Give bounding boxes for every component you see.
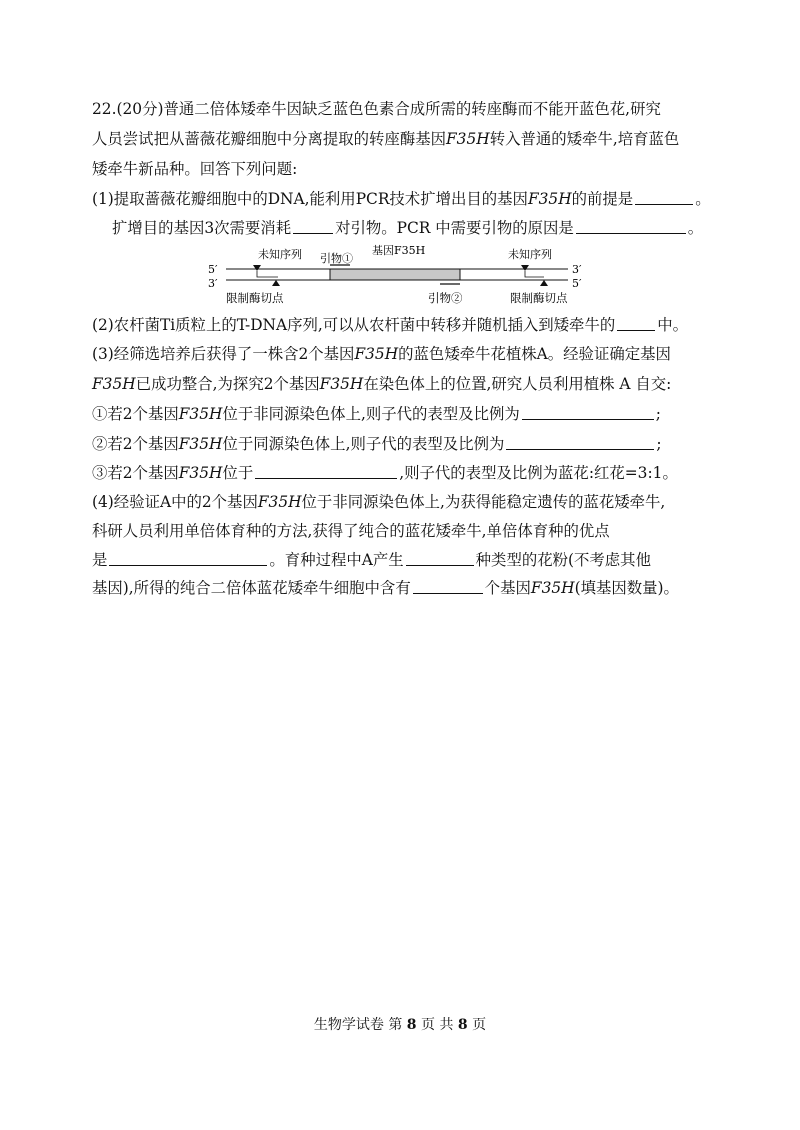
part-3-text: 已成功整合,为探究2个基因 xyxy=(135,375,320,393)
restriction-site-marker-bottom-right xyxy=(540,280,548,286)
question-22-intro-line-3 xyxy=(92,159,297,179)
part-4-text: 。育种过程中A产生 xyxy=(269,551,404,569)
three-prime-right: 3′ xyxy=(572,263,582,276)
case-text: ; xyxy=(656,435,662,453)
right-cut-path xyxy=(525,271,544,277)
answer-blank-9[interactable] xyxy=(406,550,474,566)
answer-blank-5[interactable] xyxy=(522,404,654,420)
case-3-line xyxy=(92,463,678,483)
gene-name: F35H xyxy=(178,405,223,423)
case-text: ②若2个基因 xyxy=(92,435,179,453)
three-prime-left: 3′ xyxy=(208,277,218,290)
footer-subject: 生物学试卷 xyxy=(313,1017,384,1033)
footer-text: 页 xyxy=(472,1017,487,1033)
part-1-text: 。 xyxy=(695,190,711,208)
part-4-line-3 xyxy=(92,550,651,570)
part-4-line-2 xyxy=(92,521,610,541)
answer-blank-3[interactable] xyxy=(576,218,686,234)
part-4-text: 基因),所得的纯合二倍体蓝花矮牵牛细胞中含有 xyxy=(92,579,411,597)
part-1-line-2 xyxy=(112,218,703,238)
gene-name: F35H xyxy=(178,464,223,482)
case-text: ③若2个基因 xyxy=(92,464,179,482)
gene-name: F35H xyxy=(530,579,575,597)
part-4-text: 是 xyxy=(92,551,108,569)
part-3-text: 在染色体上的位置,研究人员利用植株 A 自交: xyxy=(363,375,672,393)
answer-blank-1[interactable] xyxy=(635,189,693,205)
part-3-text: 的蓝色矮牵牛花植株A。经验证确定基因 xyxy=(398,345,671,363)
unknown-sequence-left-label: 未知序列 xyxy=(258,248,302,261)
part-2-text: 中。 xyxy=(657,316,689,334)
part-3-text: (3)经筛选培养后获得了一株含2个基因 xyxy=(92,345,355,363)
gene-name: F35H xyxy=(92,375,136,393)
question-22-intro-line-2 xyxy=(92,129,679,149)
question-22-intro-line-1 xyxy=(92,99,661,119)
intro-text: 转入普通的矮牵牛,培育蓝色 xyxy=(489,130,680,148)
gene-name: F35H xyxy=(354,345,399,363)
gene-name: F35H xyxy=(178,435,223,453)
part-2-text: (2)农杆菌Ti质粒上的T-DNA序列,可以从农杆菌中转移并随机插入到矮牵牛的 xyxy=(92,316,616,334)
page-footer xyxy=(0,1014,800,1034)
answer-blank-10[interactable] xyxy=(413,578,483,594)
restriction-site-marker-top-right xyxy=(521,265,529,271)
intro-text: 人员尝试把从蔷薇花瓣细胞中分离提取的转座酶基因 xyxy=(92,130,446,148)
unknown-sequence-right-label: 未知序列 xyxy=(508,248,552,261)
answer-blank-7[interactable] xyxy=(255,463,397,479)
part-4-text: 种类型的花粉(不考虑其他 xyxy=(475,551,651,569)
gene-f35h-segment xyxy=(330,269,460,280)
part-2-line xyxy=(92,315,688,335)
answer-blank-8[interactable] xyxy=(109,550,267,566)
restriction-site-left-label: 限制酶切点 xyxy=(226,291,284,305)
part-1-text: 对引物。PCR 中需要引物的原因是 xyxy=(335,219,574,237)
case-2-line xyxy=(92,434,662,454)
primer-2-label: 引物② xyxy=(428,291,463,305)
footer-text: 第 xyxy=(388,1017,403,1033)
intro-text: 22.(20分)普通二倍体矮牵牛因缺乏蓝色色素合成所需的转座酶而不能开蓝色花,研究 xyxy=(92,100,661,118)
five-prime-right: 5′ xyxy=(572,277,582,290)
restriction-site-right-label: 限制酶切点 xyxy=(510,291,568,305)
case-text: ; xyxy=(655,405,661,423)
intro-text: 矮牵牛新品种。回答下列问题: xyxy=(92,160,298,178)
part-4-text: (4)经验证A中的2个基因 xyxy=(92,493,258,511)
case-text: ①若2个基因 xyxy=(92,405,179,423)
left-cut-path xyxy=(257,271,278,277)
part-4-text: 个基因 xyxy=(484,579,531,597)
part-1-text: 扩增目的基因3次需要消耗 xyxy=(112,219,292,237)
case-text: ,则子代的表型及比例为蓝花:红花=3:1。 xyxy=(399,464,678,482)
gene-label: 基因F35H xyxy=(372,244,426,257)
case-text: 位于非同源染色体上,则子代的表型及比例为 xyxy=(222,405,520,423)
gene-name: F35H xyxy=(257,493,302,511)
pcr-primer-diagram xyxy=(200,240,600,308)
part-3-line-2 xyxy=(92,374,671,394)
part-4-text: 科研人员利用单倍体育种的方法,获得了纯合的蓝花矮牵牛,单倍体育种的优点 xyxy=(92,522,610,540)
restriction-site-marker-top-left xyxy=(253,265,261,271)
answer-blank-4[interactable] xyxy=(617,315,655,331)
part-4-text: (填基因数量)。 xyxy=(574,579,679,597)
primer-1-label: 引物① xyxy=(320,252,353,265)
footer-page-total: 8 xyxy=(457,1017,468,1033)
restriction-site-marker-bottom-left xyxy=(272,280,280,286)
gene-name: F35H xyxy=(446,130,490,148)
part-4-line-1 xyxy=(92,492,665,512)
part-1-text: 的前提是 xyxy=(571,190,634,208)
part-4-line-4 xyxy=(92,578,679,598)
case-text: 位于同源染色体上,则子代的表型及比例为 xyxy=(222,435,505,453)
part-4-text: 位于非同源染色体上,为获得能稳定遗传的蓝花矮牵牛, xyxy=(301,493,666,511)
case-text: 位于 xyxy=(222,464,254,482)
gene-name: F35H xyxy=(319,375,364,393)
case-1-line xyxy=(92,404,661,424)
answer-blank-6[interactable] xyxy=(506,434,654,450)
five-prime-left: 5′ xyxy=(208,263,218,276)
footer-page-number: 8 xyxy=(406,1017,417,1033)
part-3-line-1 xyxy=(92,344,671,364)
part-1-text: 。 xyxy=(687,219,704,237)
part-1-text: (1)提取蔷薇花瓣细胞中的DNA,能利用PCR技术扩增出目的基因 xyxy=(92,190,528,208)
answer-blank-2[interactable] xyxy=(293,218,333,234)
part-1-line-1 xyxy=(92,189,711,209)
footer-text: 页 共 xyxy=(421,1017,454,1033)
gene-name: F35H xyxy=(527,190,572,208)
